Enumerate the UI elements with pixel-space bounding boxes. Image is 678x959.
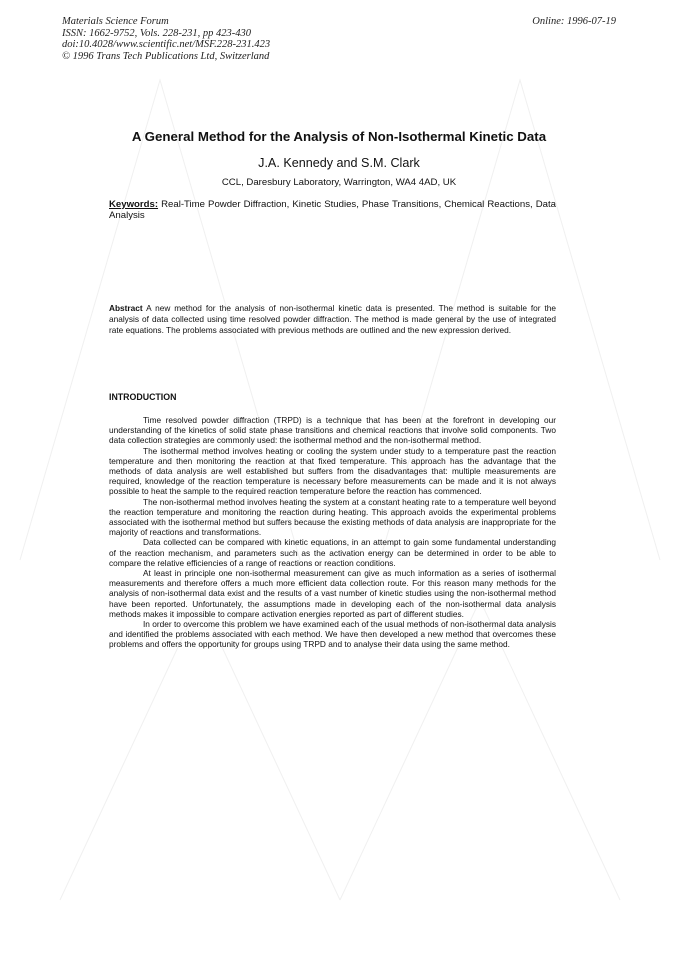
keywords-label: Keywords: (109, 199, 159, 210)
abstract-block (109, 303, 556, 336)
journal-doi: doi:10.4028/www.scientific.net/MSF.228-231.423 (62, 39, 271, 51)
journal-issn: ISSN: 1662-9752, Vols. 228-231, pp 423-430 (62, 27, 251, 39)
introduction-body (109, 415, 556, 650)
paper-affiliation: CCL, Daresbury Laboratory, Warrington, WA4 4AD, UK (221, 177, 457, 188)
paragraph: The non-isothermal method involves heating the system at a constant heating rate to a temperature well beyond the reaction temperature and monitoring the reaction during heating. This approach avoids the experimental problems associated with the isothermal method but suffers because the existing methods of data analysis are inappropriate for the majority of reactions and transformations. (109, 496, 556, 538)
online-date: Online: 1996-07-19 (532, 16, 616, 27)
keywords-block (109, 199, 556, 222)
abstract-label: Abstract (109, 303, 143, 313)
journal-citation (62, 16, 270, 62)
introduction-heading: INTRODUCTION (109, 392, 177, 402)
journal-copyright: © 1996 Trans Tech Publications Ltd, Switzerland (62, 50, 270, 62)
journal-name: Materials Science Forum (62, 16, 169, 27)
paragraph: In order to overcome this problem we have examined each of the usual methods of non-isothermal data analysis and identified the problems associated with each method. We have then developed a new method that overcomes these problems and offers the opportunity for groups using TRPD and to analyse their data using the same method. (109, 619, 556, 650)
keywords-text: Real-Time Powder Diffraction, Kinetic Studies, Phase Transitions, Chemical Reactions, Data Analysis (109, 199, 556, 222)
paragraph: Data collected can be compared with kinetic equations, in an attempt to gain some fundamental understanding of the reaction mechanism, and parameters such as the activation energy can be determined in order to be able to compare the relative efficiencies of a range of reactions or reaction conditions. (109, 537, 556, 568)
paragraph: Time resolved powder diffraction (TRPD) is a technique that has been at the forefront in developing our understanding of the kinetics of solid state phase transitions and chemical reactions that involve solid components. Two data collection strategies are commonly used: the isothermal method and the non-isothermal method. (109, 415, 556, 446)
abstract-text: A new method for the analysis of non-isothermal kinetic data is presented. The method is suitable for the analysis of data collected using time resolved powder diffraction. The method is made general by the use of integrated rate equations. The problems associated with previous methods are outlined and the new expression derived. (109, 303, 556, 335)
paragraph: The isothermal method involves heating or cooling the system under study to a temperature past the reaction temperature and then monitoring the reaction at that fixed temperature. This approach has the advantage that the methods of data analysis are well established but suffers from the disadvantages that: multiple measurements are required, knowledge of the reaction temperature is necessary before measurements can be made and it is not always possible to heat the sample to the required reaction temperature before the reaction has commenced. (109, 445, 556, 497)
paper-authors: J.A. Kennedy and S.M. Clark (258, 156, 420, 170)
paragraph: At least in principle one non-isothermal measurement can give as much information as a series of isothermal measurements and therefore offers a much more efficient data collection route. For this reason many methods for the analysis of non-isothermal data exist and the results of a vast number of kinetic studies using the non-isothermal method have been reported. Unfortunately, the assumptions made in developing each of the non-isothermal data analysis methods makes it impossible to compare activation energies reported as part of different studies. (109, 568, 556, 619)
paper-title: A General Method for the Analysis of Non-Isothermal Kinetic Data (131, 129, 547, 144)
